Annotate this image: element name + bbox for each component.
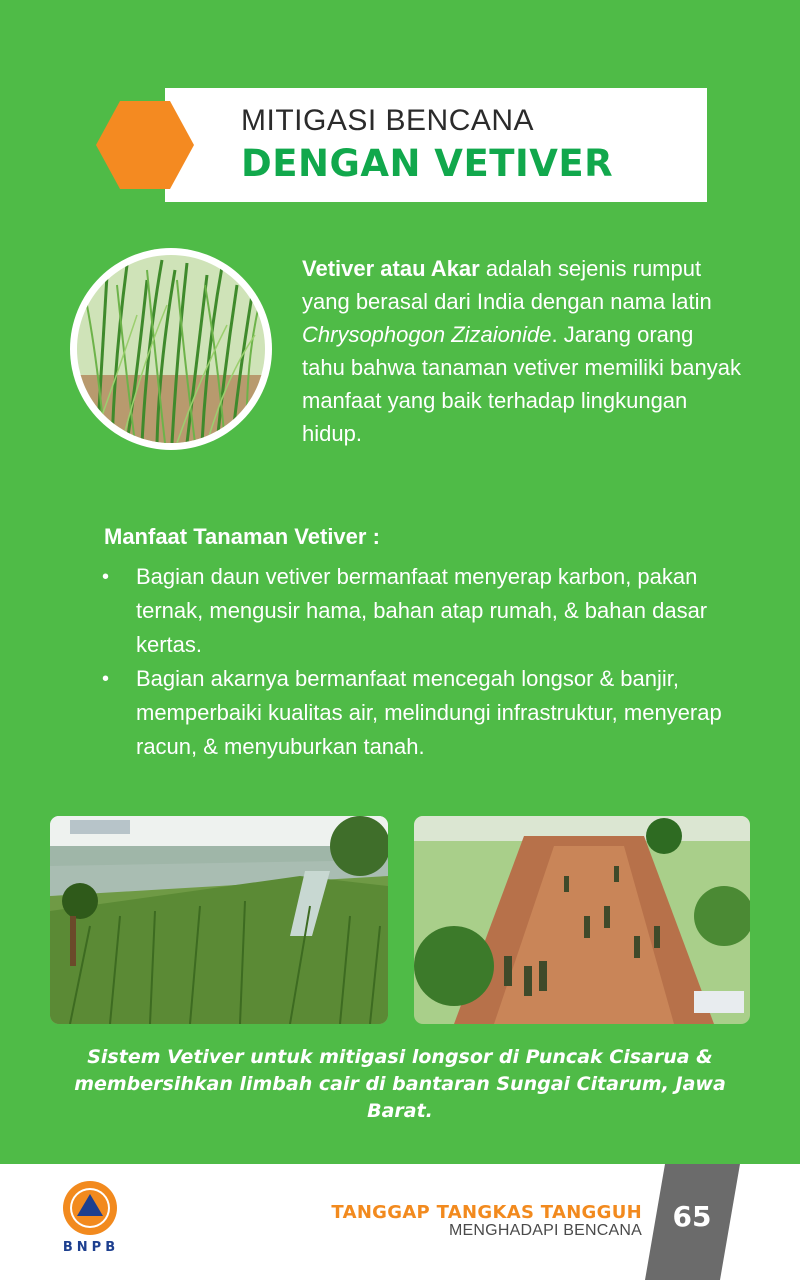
benefit-leaf: Bagian daun vetiver bermanfaat menyerap karbon, pakan ternak, mengusir hama, bahan atap rumah, & bahan dasar kertas. [136, 564, 708, 657]
bullet: • [102, 566, 110, 588]
title-banner [165, 88, 707, 202]
vetiver-grass-photo [70, 248, 272, 450]
landslide-mitigation-photo [414, 816, 750, 1024]
intro-text-part-2: . Jarang orang tahu bahwa tanaman vetiver memiliki banyak manfaat yang baik terhadap lingkungan hidup. [302, 322, 742, 446]
page-number: 65 [672, 1200, 712, 1233]
footer-subtitle: MENGHADAPI BENCANA [449, 1222, 642, 1239]
river-bank-vetiver-photo [50, 816, 388, 1024]
intro-text-part-1: adalah sejenis rumput yang berasal dari India dengan nama latin [302, 256, 712, 314]
bullet: • [102, 668, 110, 690]
page-footer [0, 1164, 800, 1280]
list-item [100, 662, 760, 764]
benefits-list [100, 560, 760, 764]
latin-name: Chrysophogon Zizaionide [302, 322, 552, 347]
benefits-heading: Manfaat Tanaman Vetiver : [104, 524, 380, 549]
benefit-root: Bagian akarnya bermanfaat mencegah longsor & banjir, memperbaiki kualitas air, melindungi infrastruktur, menyerap racun, & menyuburkan tanah. [136, 666, 722, 759]
photo-caption: Sistem Vetiver untuk mitigasi longsor di Puncak Cisarua & membersihkan limbah cair di bantaran Sungai Citarum, Jawa Barat. [74, 1046, 726, 1122]
page-subtitle: DENGAN VETIVER [241, 142, 614, 185]
intro-bold-lead: Vetiver atau Akar [302, 256, 480, 281]
footer-title: TANGGAP TANGKAS TANGGUH [331, 1202, 642, 1223]
intro-paragraph [302, 252, 742, 450]
orange-hexagon-icon [96, 101, 194, 189]
page-title: MITIGASI BENCANA [241, 104, 535, 137]
list-item [100, 560, 760, 662]
bnpb-logo-icon [62, 1180, 118, 1236]
logo-text: BNPB [62, 1240, 120, 1255]
